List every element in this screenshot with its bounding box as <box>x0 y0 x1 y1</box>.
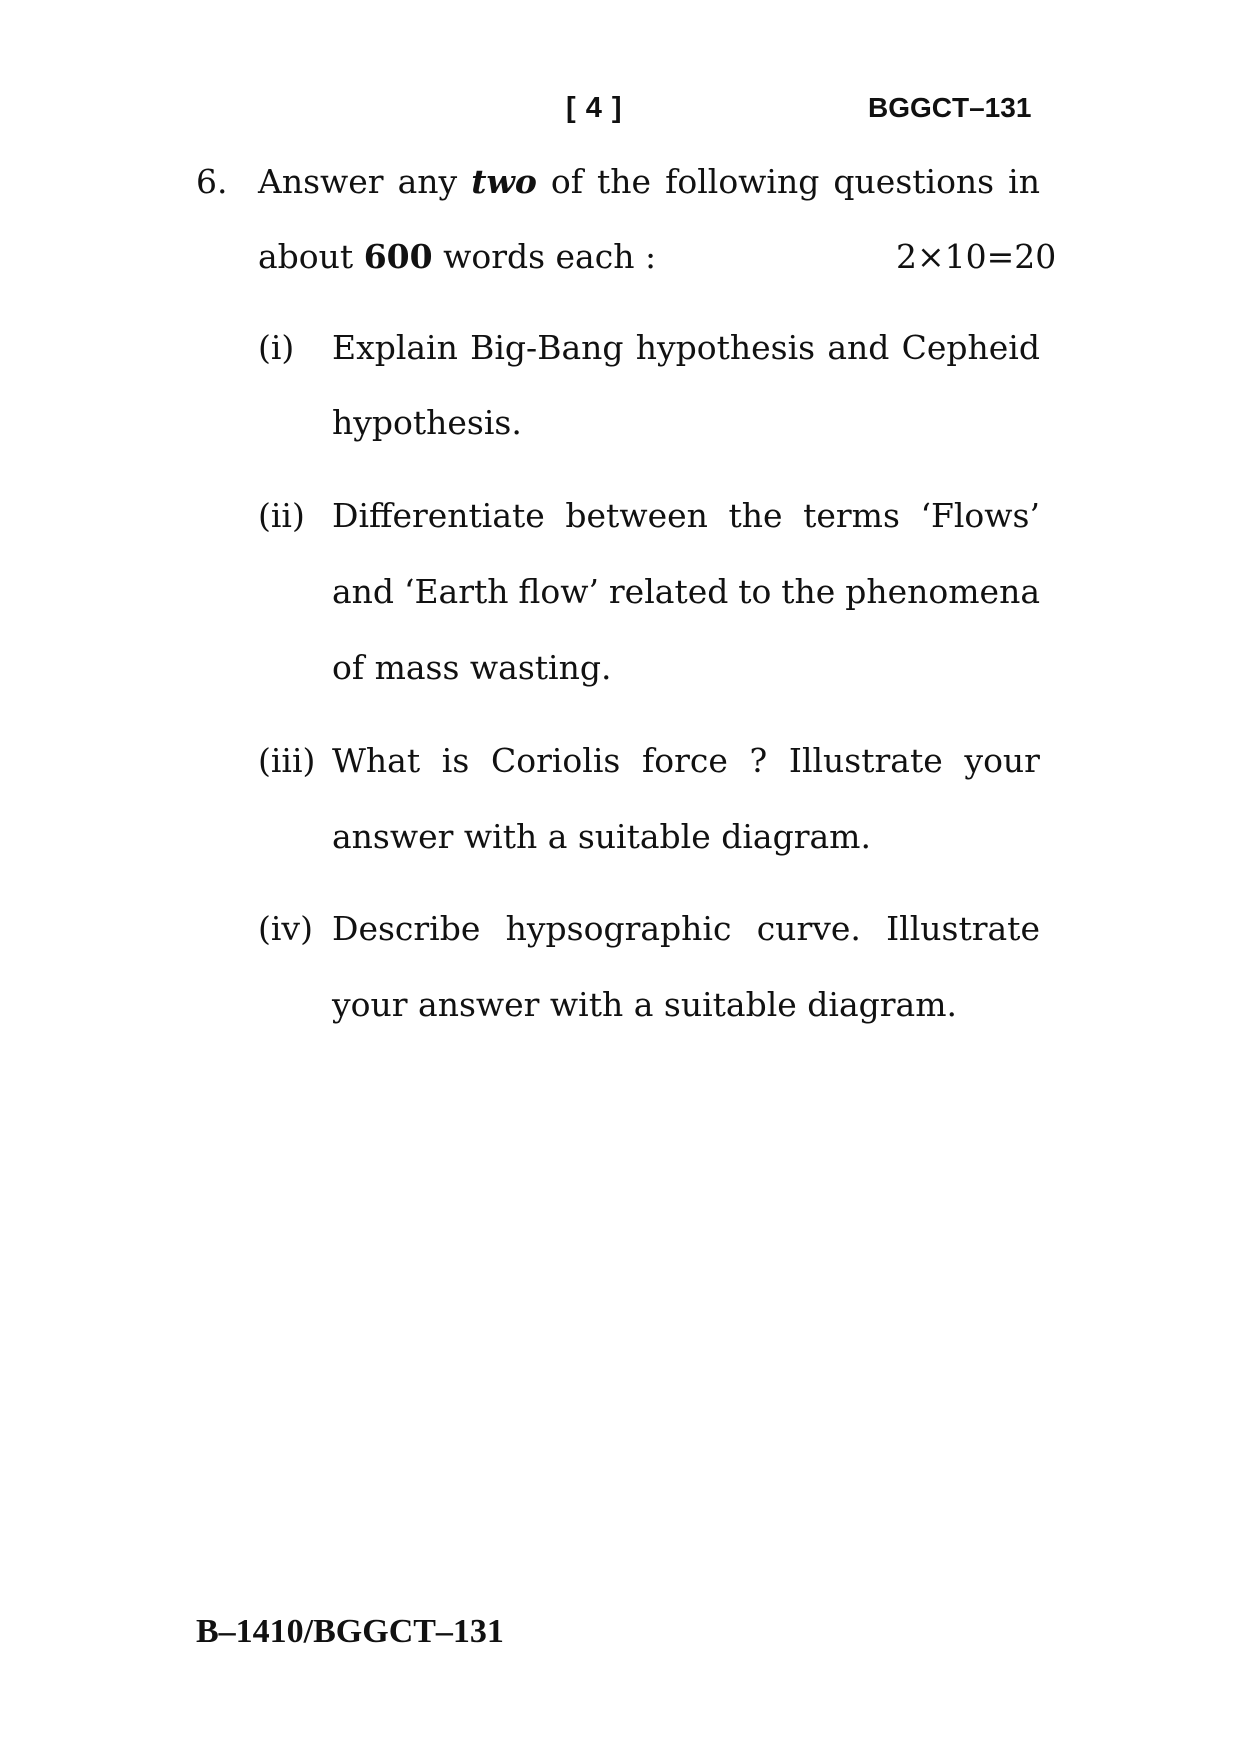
marks-allocation: 2×10=20 <box>896 237 1057 276</box>
instruction-word: Answer <box>258 162 384 201</box>
sub-question-text-line: hypothesis. <box>332 403 522 442</box>
instruction-text: words each : <box>443 237 657 276</box>
sub-question-text-line: Describe hypsographic curve. Illustrate <box>332 909 1040 948</box>
instruction-text: about <box>258 237 354 276</box>
sub-question-label: (iv) <box>258 909 313 948</box>
instruction-emphasis: two <box>471 162 537 201</box>
sub-question-text-line: and ‘Earth flow’ related to the phenomena <box>332 572 1040 611</box>
sub-question-label: (iii) <box>258 741 316 780</box>
sub-question-text-line: of mass wasting. <box>332 648 612 687</box>
question-number: 6. <box>196 162 228 201</box>
sub-question-label: (i) <box>258 328 295 367</box>
course-code: BGGCT–131 <box>868 92 1032 123</box>
instruction-word: the <box>597 162 652 201</box>
sub-question-label: (ii) <box>258 496 305 535</box>
page-number: [ 4 ] <box>566 92 623 124</box>
sub-question-text-line: your answer with a suitable diagram. <box>332 985 957 1024</box>
sub-question-text-line: Explain Big-Bang hypothesis and Cepheid <box>332 328 1040 367</box>
footer-paper-code: B–1410/BGGCT–131 <box>196 1613 504 1650</box>
sub-question-text-line: answer with a suitable diagram. <box>332 817 871 856</box>
instruction-word: following <box>665 162 820 201</box>
word-count: 600 <box>363 237 433 276</box>
sub-question-text-line: Differentiate between the terms ‘Flows’ <box>332 496 1040 535</box>
instruction-word: any <box>397 162 458 201</box>
question-instruction-line-2 <box>258 237 656 277</box>
sub-question-text-line: What is Coriolis force ? Illustrate your <box>332 741 1040 780</box>
instruction-word: in <box>1008 162 1040 201</box>
question-instruction-line-1 <box>258 162 1040 202</box>
instruction-word: of <box>550 162 584 201</box>
instruction-word: questions <box>833 162 995 201</box>
